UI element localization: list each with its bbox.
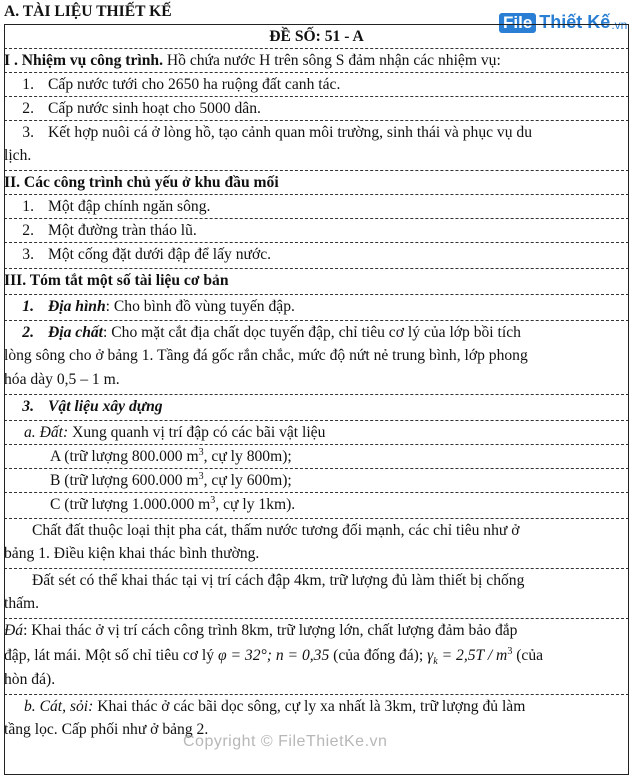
topography-text: : Cho bình đồ vùng tuyến đập. bbox=[105, 298, 295, 315]
item-text: Một đường tràn tháo lũ. bbox=[48, 222, 197, 239]
pit-text: , cự ly 1km). bbox=[215, 496, 296, 513]
paragraph-text: (của đống đá); bbox=[329, 647, 428, 664]
list-item bbox=[4, 242, 629, 267]
clay-paragraph-line-2 bbox=[4, 592, 629, 616]
section-a-title: A. TÀI LIỆU THIẾT KẾ bbox=[4, 3, 172, 20]
logo-text: Thiết Kế bbox=[539, 12, 611, 32]
item-text: Cấp nước sinh hoạt cho 5000 dân. bbox=[48, 100, 261, 117]
list-item-continuation bbox=[4, 144, 629, 168]
item-number: 3. bbox=[22, 246, 34, 263]
list-item bbox=[4, 120, 629, 145]
list-item bbox=[4, 194, 629, 219]
exam-code: ĐỀ SỐ: 51 - A bbox=[269, 28, 364, 45]
logo-file-mark: File bbox=[499, 13, 536, 33]
paragraph-text: Đất sét có thể khai thác tại vị trí cách đập 4km, trữ lượng đủ làm thiết bị chống bbox=[32, 572, 525, 589]
paragraph-text: thấm. bbox=[4, 595, 40, 612]
soil-paragraph bbox=[4, 518, 629, 543]
geology-text: : Cho mặt cắt địa chất dọc tuyến đập, chỉ tiêu cơ lý của lớp bồi tích bbox=[103, 324, 521, 341]
item-text: Một đập chính ngăn sông. bbox=[48, 198, 211, 215]
sand-label: b. Cát, sỏi: bbox=[24, 698, 94, 715]
item-number: 2. bbox=[22, 324, 34, 341]
list-item bbox=[4, 72, 629, 97]
paragraph-text: đập, lát mái. Một số chỉ tiêu cơ lý bbox=[4, 647, 218, 664]
item-text: Một cống đặt dưới đập để lấy nước. bbox=[48, 246, 272, 263]
unit-weight-formula: = 2,5T / m bbox=[437, 647, 508, 664]
item-number: 3. bbox=[22, 398, 34, 415]
unit-weight-subscript: k bbox=[433, 656, 438, 668]
paragraph-text: tầng lọc. Cấp phối như ở bảng 2. bbox=[4, 721, 209, 738]
paragraph-text: Chất đất thuộc loại thịt pha cát, thấm nước tương đối mạnh, các chỉ tiêu như ở bbox=[32, 522, 520, 539]
paragraph-text: Khai thác ở các bãi dọc sông, cự ly xa nhất là 3km, trữ lượng đủ làm bbox=[93, 698, 526, 715]
topography-label: Địa hình bbox=[48, 298, 106, 315]
paragraph-text: (của bbox=[512, 647, 544, 664]
pit-text: , cự ly 600m); bbox=[203, 472, 292, 489]
unit-weight-exponent: 3 bbox=[507, 645, 513, 657]
list-item bbox=[4, 96, 629, 121]
geology-line-2 bbox=[4, 344, 629, 368]
pit-text: , cự ly 800m); bbox=[203, 448, 292, 465]
rock-label: Đá bbox=[4, 622, 24, 639]
borrow-pit-a bbox=[4, 444, 629, 469]
materials-row bbox=[4, 394, 629, 419]
paragraph-text: : Khai thác ở vị trí cách công trình 8km, trữ lượng lớn, chất lượng đảm bảo đắp bbox=[23, 622, 518, 639]
pit-text: A (trữ lượng 800.000 m bbox=[50, 448, 199, 465]
pit-unit-exponent: 3 bbox=[198, 446, 204, 458]
soil-row bbox=[4, 420, 629, 445]
section3-heading-row bbox=[4, 268, 629, 293]
unit-weight-symbol: γ bbox=[427, 647, 434, 664]
item-number: 2. bbox=[22, 100, 34, 117]
item-text: Cấp nước tưới cho 2650 ha ruộng đất canh tác. bbox=[48, 76, 341, 93]
geology-row bbox=[4, 320, 629, 345]
pit-text: B (trữ lượng 600.000 m bbox=[50, 472, 199, 489]
item-number: 1. bbox=[22, 298, 34, 315]
soil-label: a. Đất: bbox=[24, 424, 69, 441]
borrow-pit-b bbox=[4, 468, 629, 493]
pit-unit-exponent: 3 bbox=[210, 494, 216, 506]
rock-paragraph-line-3 bbox=[4, 668, 629, 692]
table-bottom-border bbox=[4, 774, 629, 775]
soil-paragraph-line-2 bbox=[4, 542, 629, 566]
exam-code-row bbox=[4, 24, 629, 49]
item-number: 3. bbox=[22, 124, 34, 141]
item-number: 1. bbox=[22, 198, 34, 215]
geology-text: hóa dày 0,5 – 1 m. bbox=[4, 371, 120, 388]
section1-title: I . Nhiệm vụ công trình. bbox=[4, 52, 163, 69]
section-a-heading bbox=[4, 0, 629, 24]
list-item bbox=[4, 218, 629, 243]
item-number: 1. bbox=[22, 76, 34, 93]
materials-label: Vật liệu xây dựng bbox=[48, 398, 163, 415]
sand-row bbox=[4, 694, 629, 719]
item-text: lịch. bbox=[4, 147, 32, 164]
geology-text: lòng sông cho ở bảng 1. Tầng đá gốc rắn chắc, mức độ nứt nẻ trung bình, lớp phong bbox=[4, 347, 528, 364]
pit-text: C (trữ lượng 1.000.000 m bbox=[50, 496, 211, 513]
item-number: 2. bbox=[22, 222, 34, 239]
borrow-pit-c bbox=[4, 492, 629, 517]
logo-domain: .vn bbox=[611, 18, 628, 32]
item-text: Kết hợp nuôi cá ở lòng hồ, tạo cảnh quan môi trường, sinh thái và phục vụ du bbox=[48, 124, 533, 141]
soil-text: Xung quanh vị trí đập có các bãi vật liệu bbox=[68, 424, 326, 441]
copyright-watermark: Copyright © FileThietKe.vn bbox=[183, 733, 388, 750]
paragraph-text: hòn đá). bbox=[4, 671, 56, 688]
geology-line-3 bbox=[4, 368, 629, 392]
section3-title: III. Tóm tắt một số tài liệu cơ bản bbox=[4, 272, 229, 289]
clay-paragraph bbox=[4, 568, 629, 593]
rock-paragraph bbox=[4, 618, 629, 643]
friction-angle-formula: φ = 32°; n = 0,35 bbox=[217, 647, 330, 664]
geology-label: Địa chất bbox=[48, 324, 104, 341]
section2-title: II. Các công trình chủ yếu ở khu đầu mối bbox=[4, 174, 279, 191]
paragraph-text: bảng 1. Điều kiện khai thác bình thường. bbox=[4, 545, 260, 562]
section1-heading-row bbox=[4, 48, 629, 73]
section2-heading-row bbox=[4, 170, 629, 195]
section1-intro: Hồ chứa nước H trên sông S đảm nhận các nhiệm vụ: bbox=[162, 52, 501, 69]
pit-unit-exponent: 3 bbox=[198, 470, 204, 482]
topography-row bbox=[4, 294, 629, 319]
